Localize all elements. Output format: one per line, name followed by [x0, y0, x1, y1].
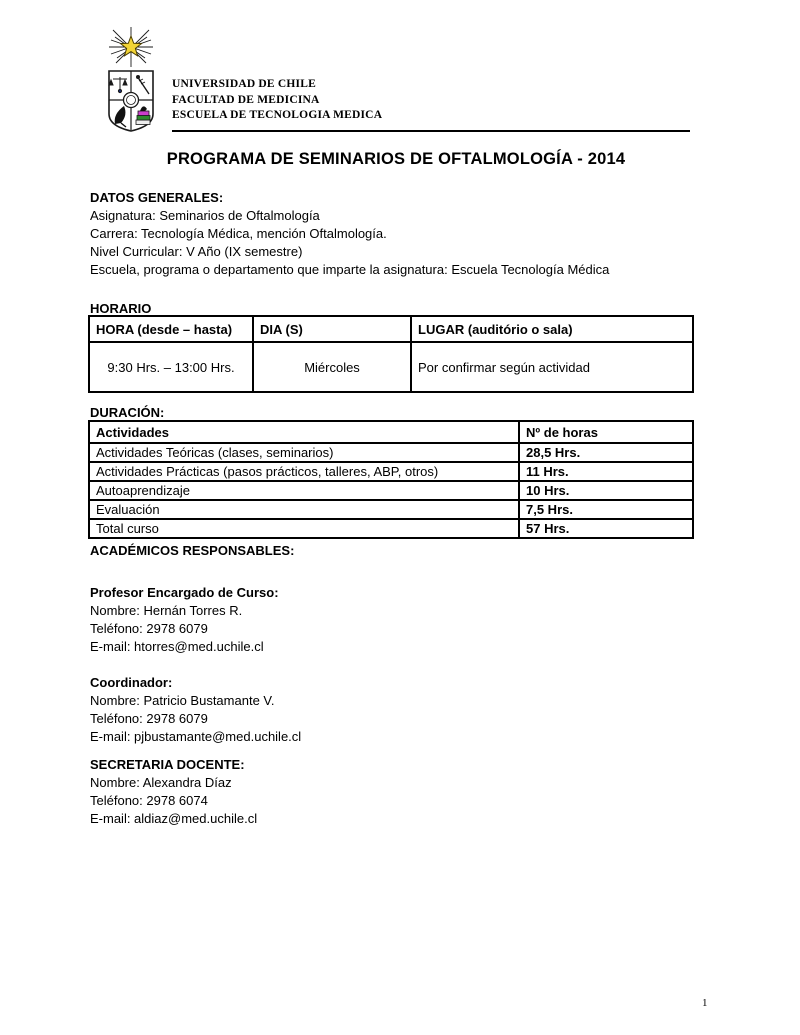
section-datos-generales: [90, 189, 702, 279]
horario-col-dia: DIA (S): [253, 316, 411, 342]
horario-data-row: [89, 342, 693, 392]
datos-line-asignatura: Asignatura: Seminarios de Oftalmología: [90, 208, 320, 223]
duracion-row-total: [89, 519, 693, 538]
actividad-label: Actividades Prácticas (pasos prácticos, talleres, ABP, otros): [89, 462, 519, 481]
horario-dia-cell: Miércoles: [253, 342, 411, 392]
horario-heading: HORARIO: [90, 301, 152, 316]
crest-medallion: [124, 93, 139, 108]
actividad-horas: 11 Hrs.: [519, 462, 693, 481]
org-faculty: FACULTAD DE MEDICINA: [172, 93, 320, 106]
page-number: 1: [702, 997, 708, 1009]
horario-table: [88, 315, 694, 393]
duracion-row-teoricas: [89, 443, 693, 462]
contact-role: SECRETARIA DOCENTE:: [90, 757, 245, 772]
horario-hora-cell: 9:30 Hrs. – 13:00 Hrs.: [89, 342, 253, 392]
duracion-header-row: [89, 421, 693, 443]
org-school: ESCUELA DE TECNOLOGIA MEDICA: [172, 109, 383, 121]
horario-header-row: [89, 316, 693, 342]
university-crest-logo: [94, 26, 168, 138]
datos-line-escuela: Escuela, programa o departamento que imparte la asignatura: Escuela Tecnología Médica: [90, 262, 610, 277]
actividad-horas: 57 Hrs.: [519, 519, 693, 538]
duracion-row-evaluacion: [89, 500, 693, 519]
contact-nombre: Nombre: Hernán Torres R.: [90, 603, 243, 618]
contact-telefono: Teléfono: 2978 6079: [90, 711, 208, 726]
header-divider: [172, 130, 690, 132]
contact-email: E-mail: pjbustamante@med.uchile.cl: [90, 729, 302, 744]
duracion-col-horas: Nº de horas: [519, 421, 693, 443]
datos-line-carrera: Carrera: Tecnología Médica, mención Oftalmología.: [90, 226, 387, 241]
duracion-row-practicas: [89, 462, 693, 481]
actividad-label: Total curso: [89, 519, 519, 538]
horario-lugar-cell: Por confirmar según actividad: [411, 342, 693, 392]
duracion-heading: DURACIÓN:: [90, 405, 165, 420]
actividad-horas: 28,5 Hrs.: [519, 443, 693, 462]
actividad-label: Actividades Teóricas (clases, seminarios): [89, 443, 519, 462]
datos-generales-heading: DATOS GENERALES:: [90, 190, 224, 205]
contact-role: Profesor Encargado de Curso:: [90, 585, 279, 600]
contact-coordinador: [90, 674, 702, 746]
contact-telefono: Teléfono: 2978 6079: [90, 621, 208, 636]
actividad-label: Evaluación: [89, 500, 519, 519]
datos-line-nivel-curricular: Nivel Curricular: V Año (IX semestre): [90, 244, 303, 259]
horario-col-hora: HORA (desde – hasta): [89, 316, 253, 342]
crest-graphic: [94, 26, 168, 138]
contact-role: Coordinador:: [90, 675, 173, 690]
contact-nombre: Nombre: Patricio Bustamante V.: [90, 693, 275, 708]
academicos-heading: ACADÉMICOS RESPONSABLES:: [90, 543, 295, 558]
contact-nombre: Nombre: Alexandra Díaz: [90, 775, 232, 790]
contact-profesor-encargado: [90, 584, 702, 656]
duracion-table: [88, 420, 694, 539]
actividad-horas: 10 Hrs.: [519, 481, 693, 500]
horario-col-lugar: LUGAR (auditório o sala): [411, 316, 693, 342]
actividad-horas: 7,5 Hrs.: [519, 500, 693, 519]
duracion-row-autoaprendizaje: [89, 481, 693, 500]
duracion-col-actividades: Actividades: [89, 421, 519, 443]
org-name-block: [172, 77, 382, 124]
document-title: PROGRAMA DE SEMINARIOS DE OFTALMOLOGÍA - 2014: [166, 150, 626, 168]
org-university: UNIVERSIDAD DE CHILE: [172, 78, 316, 90]
contact-secretaria-docente: [90, 756, 702, 828]
contact-email: E-mail: aldiaz@med.uchile.cl: [90, 811, 258, 826]
contact-telefono: Teléfono: 2978 6074: [90, 793, 208, 808]
actividad-label: Autoaprendizaje: [89, 481, 519, 500]
contact-email: E-mail: htorres@med.uchile.cl: [90, 639, 264, 654]
